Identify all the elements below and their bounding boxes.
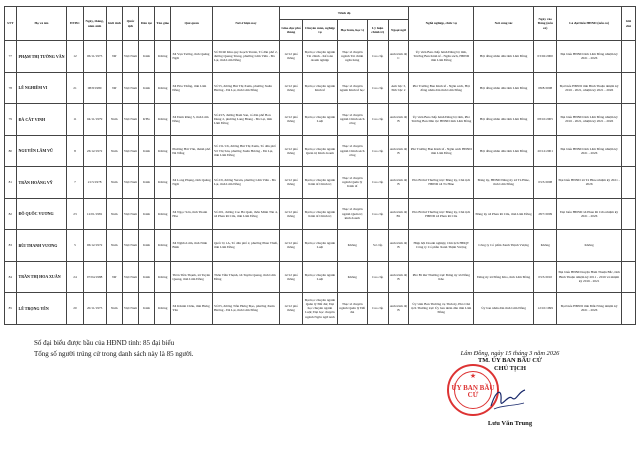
cell-name: TRẦN THỊ HOA XUÂN	[16, 261, 67, 293]
cell-gender: Nam	[106, 293, 122, 325]
cell-degree: Thạc sĩ chuyên ngành Quản lý Kinh tế	[337, 167, 367, 199]
cell-language: Anh trình độ B	[388, 135, 409, 167]
cell-hometown: Phường Hải Vân, thành phố Đà Nẵng	[171, 135, 213, 167]
cell-name: BÙI THANH VƯƠNG	[16, 230, 67, 262]
sign-date: Lâm Đồng, ngày 15 tháng 3 năm 2026	[460, 350, 560, 357]
cell-note	[621, 198, 635, 230]
cell-ethnicity: Kinh	[139, 261, 155, 293]
cell-politics: Cao cấp	[367, 198, 388, 230]
footer-delegate-count: Số đại biểu được bầu của HĐND tỉnh: 85 đại biểu	[34, 339, 175, 347]
cell-party: Không	[534, 230, 557, 262]
cell-degree: Thạc sĩ chuyên ngành Quản trị kinh doanh	[337, 198, 367, 230]
cell-dob: 06/11/1975	[83, 41, 106, 73]
cell-ethnicity: Kinh	[139, 135, 155, 167]
cell-degree: Thạc sĩ chuyên ngành Quản lý Đất đai	[337, 293, 367, 325]
cell-occupation: Phó Bí thư Thường trực Đảng ủy, Chủ tịch HĐND xã Phan Rí Cửa	[409, 198, 474, 230]
table-row	[5, 41, 636, 73]
cell-language: Anh trình độ B1	[388, 198, 409, 230]
header-note: Ghi chú	[621, 7, 635, 41]
cell-name: TRẦN HOÀNG VỸ	[16, 167, 67, 199]
table-body	[5, 41, 636, 325]
cell-residence: Số 43/5, đường Đam San, tổ dân phố Bon Dung 2, phường Lang Biang - Đà Lạt, tỉnh Lâm Đồng	[212, 104, 279, 136]
cell-specialty: Đại học chuyên ngành Tài chính - Kế toán doanh nghiệp	[303, 41, 338, 73]
cell-residence: Quốc lộ 1A, Tổ dân phố 2, phường Phan Thiết, tỉnh Lâm Đồng	[212, 230, 279, 262]
cell-stt: 78	[5, 72, 17, 104]
cell-religion: Không	[155, 167, 171, 199]
cell-nationality: Việt Nam	[122, 72, 138, 104]
cell-nationality: Việt Nam	[122, 198, 138, 230]
header-delegate: Là đại biểu HĐND (nếu có)	[557, 7, 622, 41]
cell-workplace: Hội đồng nhân dân tỉnh Lâm Đồng	[474, 72, 534, 104]
table-row	[5, 135, 636, 167]
cell-stt: 80	[5, 135, 17, 167]
cell-degree: Thạc sĩ chuyên ngành Chính sách công	[337, 104, 367, 136]
header-residence: Nơi ở hiện nay	[212, 7, 279, 41]
cell-occupation: Phó Bí thư Thường trực Đảng ủy, Chủ tịch HĐND xã Tà Hine	[409, 167, 474, 199]
cell-religion: Không	[155, 198, 171, 230]
cell-sbd: 21	[67, 72, 83, 104]
cell-religion: Không	[155, 261, 171, 293]
cell-ethnicity: K'Ho	[139, 104, 155, 136]
cell-religion: Không	[155, 230, 171, 262]
cell-delegate: Đại biểu HĐND tỉnh Bình Thuận nhiệm kỳ 2016 - 2021, nhiệm kỳ 2021 - 2026	[557, 72, 622, 104]
header-sbd: ĐVBC	[67, 7, 83, 41]
cell-nationality: Việt Nam	[122, 41, 138, 73]
cell-education: 12/12 phổ thông	[279, 293, 302, 325]
cell-ethnicity: Kinh	[139, 230, 155, 262]
cell-hometown: Thôn Tiền Thạnh, xã Tuyên Quang, tỉnh Lâm Đồng	[171, 261, 213, 293]
cell-note	[621, 293, 635, 325]
cell-dob: 07/04/1988	[83, 261, 106, 293]
sign-title-1: TM. ỦY BAN BẦU CỬ	[478, 357, 542, 364]
cell-name: ĐỖ QUỐC VƯƠNG	[16, 198, 67, 230]
signer-name: Lưu Văn Trung	[487, 420, 533, 427]
header-education-group: Trình độ	[279, 7, 408, 20]
cell-sbd: 8	[67, 135, 83, 167]
cell-language: Anh trình độ C	[388, 41, 409, 73]
cell-politics: Cao cấp	[367, 72, 388, 104]
header-name: Họ và tên	[16, 7, 67, 41]
cell-gender: Nữ	[106, 72, 122, 104]
cell-nationality: Việt Nam	[122, 293, 138, 325]
cell-sbd: 20	[67, 293, 83, 325]
cell-ethnicity: Kinh	[139, 293, 155, 325]
signature-block	[420, 350, 600, 374]
cell-gender: Nam	[106, 230, 122, 262]
cell-education: 12/12 phổ thông	[279, 72, 302, 104]
cell-dob: 26/12/1972	[83, 135, 106, 167]
cell-language: Anh trình độ B	[388, 104, 409, 136]
cell-specialty: Đại học chuyên ngành Quản lý Đất đai; Đại học chuyên ngành Luật; Đại học chuyên ngành Ngôn ngữ Anh	[303, 293, 338, 325]
header-stt: STT	[5, 7, 17, 41]
cell-name: NGUYỄN LÂM VŨ	[16, 135, 67, 167]
cell-stt: 83	[5, 230, 17, 262]
cell-ethnicity: Kinh	[139, 198, 155, 230]
seal-star-icon: ★	[469, 372, 477, 380]
cell-degree: Không	[337, 230, 367, 262]
header-gender: Giới tính	[106, 7, 122, 41]
header-ethnicity: Dân tộc	[139, 7, 155, 41]
cell-dob: 04/11/1979	[83, 104, 106, 136]
cell-delegate: Đại biểu HĐND huyện Hàm Thuận Bắc, tỉnh Bình Thuận nhiệm kỳ 2011 - 2016 và nhiệm kỳ 2016 - 2021	[557, 261, 622, 293]
cell-party: 28/7/2009	[534, 198, 557, 230]
table-row	[5, 72, 636, 104]
header-language: Ngoại ngữ	[388, 20, 409, 41]
cell-party: 20/12/2001	[534, 135, 557, 167]
cell-note	[621, 41, 635, 73]
cell-sbd: 23	[67, 198, 83, 230]
cell-dob: 06/12/1972	[83, 230, 106, 262]
cell-sbd: 24	[67, 261, 83, 293]
cell-party: 03/3/2008	[534, 167, 557, 199]
cell-name: ĐÀ CẮT VINH	[16, 104, 67, 136]
cell-delegate: Đại biểu HĐND tỉnh Lâm Đồng nhiệm kỳ 2021 - 2026	[557, 41, 622, 73]
cell-dob: 20/11/1975	[83, 293, 106, 325]
table-row	[5, 167, 636, 199]
cell-delegate: Đại biểu HĐND xã Tà Hine nhiệm kỳ 2021 - 2026	[557, 167, 622, 199]
cell-name: PHẠM THỊ TƯỜNG VÂN	[16, 41, 67, 73]
cell-specialty: Đại học chuyên ngành Kinh tế Chính trị	[303, 198, 338, 230]
cell-sbd: 11	[67, 104, 83, 136]
cell-politics: Sơ cấp	[367, 230, 388, 262]
cell-education: 12/12 phổ thông	[279, 104, 302, 136]
cell-politics: Cao cấp	[367, 104, 388, 136]
cell-degree: Thạc sĩ chuyên ngành Kinh tế học	[337, 72, 367, 104]
cell-party: 08/10/2005	[534, 104, 557, 136]
cell-hometown: Xã Vạn Tường, tỉnh Quảng Ngãi	[171, 41, 213, 73]
cell-stt: 85	[5, 293, 17, 325]
cell-specialty: Đại học chuyên ngành Luật	[303, 261, 338, 293]
cell-specialty: Đại học chuyên ngành Quản trị Kinh doanh	[303, 135, 338, 167]
header-politics: Lý luận chính trị	[367, 20, 388, 41]
cell-workplace: Công ty Cổ phần Xanh Thịnh Vượng	[474, 230, 534, 262]
cell-religion: Không	[155, 41, 171, 73]
cell-politics: Cao cấp	[367, 167, 388, 199]
table-row	[5, 293, 636, 325]
cell-language: Anh bậc 3, Đức bậc 2	[388, 72, 409, 104]
cell-party: 08/8/2008	[534, 72, 557, 104]
cell-hometown: Xã Khánh Châu, tỉnh Hưng Yên	[171, 293, 213, 325]
cell-language: Anh trình độ B	[388, 230, 409, 262]
table-row	[5, 261, 636, 293]
cell-sbd: 7	[67, 167, 83, 199]
cell-religion: Không	[155, 135, 171, 167]
cell-party: 03/02/2000	[534, 41, 557, 73]
cell-nationality: Việt Nam	[122, 104, 138, 136]
cell-workplace: Đảng ủy xã Đồng Kho, tỉnh Lâm Đồng	[474, 261, 534, 293]
cell-dob: 08/8/1980	[83, 72, 106, 104]
header-specialty: Chuyên môn, nghiệp vụ	[303, 20, 338, 41]
header-religion: Tôn giáo	[155, 7, 171, 41]
cell-nationality: Việt Nam	[122, 230, 138, 262]
cell-residence: Số 05, đường Trần Hưng Đạo, phường Xuân Hương - Đà Lạt, tỉnh Lâm Đồng	[212, 293, 279, 325]
cell-ethnicity: Kinh	[139, 41, 155, 73]
header-workplace: Nơi công tác	[474, 7, 534, 41]
header-occupation: Nghề nghiệp, chức vụ	[409, 7, 474, 41]
cell-occupation: Ủy viên Ban chấp hành Đảng bộ tỉnh, Trưởng Ban Kinh tế - Ngân sách, HĐND tỉnh Lâm Đồng	[409, 41, 474, 73]
cell-occupation: Phó Trưởng Ban Kinh tế - Ngân sách, Hội đồng nhân dân tỉnh Lâm Đồng	[409, 72, 474, 104]
cell-hometown: Xã Hòa Thắng, tỉnh Lâm Đồng	[171, 72, 213, 104]
cell-hometown: Xã Ngọc Sơn, tỉnh Thanh Hóa	[171, 198, 213, 230]
cell-stt: 79	[5, 104, 17, 136]
cell-gender: Nam	[106, 104, 122, 136]
cell-delegate: Không	[557, 230, 622, 262]
cell-workplace: Ủy ban nhân dân tỉnh Lâm Đồng	[474, 293, 534, 325]
cell-workplace: Hội đồng nhân dân tỉnh Lâm Đồng	[474, 104, 534, 136]
footer-elected-total: Tổng số người trúng cử trong danh sách này là 85 người.	[34, 349, 194, 358]
cell-nationality: Việt Nam	[122, 261, 138, 293]
cell-workplace: Đảng ủy, HĐND Đảng ủy xã Tà Hine, tỉnh Lâm Đồng	[474, 167, 534, 199]
cell-sbd: 5	[67, 230, 83, 262]
header-education: Giáo dục phổ thông	[279, 20, 302, 41]
cell-dob: 12/01/1981	[83, 198, 106, 230]
cell-note	[621, 167, 635, 199]
cell-note	[621, 261, 635, 293]
cell-gender: Nữ	[106, 41, 122, 73]
cell-stt: 84	[5, 261, 17, 293]
cell-residence: Số 30/40 Khu quy hoạch Yersin, Tổ dân phố 2, đường Quang Trung, phường Lâm Viên - Đà Lạt, tỉnh Lâm Đồng	[212, 41, 279, 73]
cell-specialty: Đại học chuyên ngành Luật	[303, 230, 338, 262]
cell-religion: Không	[155, 104, 171, 136]
cell-politics: Cao cấp	[367, 293, 388, 325]
cell-occupation: Ủy viên Ban chấp hành Đảng bộ tỉnh, Phó Trưởng Ban Dân tộc HĐND tỉnh Lâm Đồng	[409, 104, 474, 136]
cell-party: 03/3/2010	[534, 261, 557, 293]
cell-gender: Nam	[106, 198, 122, 230]
cell-hometown: Xã Long Phụng, tỉnh Quảng Ngãi	[171, 167, 213, 199]
cell-name: LÊ TRỌNG YÊN	[16, 293, 67, 325]
cell-degree: Không	[337, 261, 367, 293]
table-row	[5, 198, 636, 230]
cell-residence: Thôn Tiền Thạnh, xã Tuyên Quang, tỉnh Lâm Đồng	[212, 261, 279, 293]
header-nationality: Quốc tịch	[122, 7, 138, 41]
seal-text: ỦY BAN BẦU CỬ	[451, 384, 495, 400]
cell-education: 12/12 phổ thông	[279, 167, 302, 199]
cell-politics: Cao cấp	[367, 135, 388, 167]
cell-education: 12/12 phổ thông	[279, 261, 302, 293]
cell-education: 12/12 phổ thông	[279, 41, 302, 73]
cell-note	[621, 104, 635, 136]
cell-occupation: Phó Bí thư Thường trực Đảng ủy xã Đồng Kho	[409, 261, 474, 293]
cell-gender: Nam	[106, 135, 122, 167]
cell-residence: Số 201, đường Cao Bá Quát, thôn Minh Tân 4, xã Phan Rí Cửa, tỉnh Lâm Đồng	[212, 198, 279, 230]
cell-party: 12/10/1999	[534, 293, 557, 325]
cell-workplace: Đảng ủy xã Phan Rí Cửa, tỉnh Lâm Đồng	[474, 198, 534, 230]
header-hometown: Quê quán	[171, 7, 213, 41]
table-row	[5, 104, 636, 136]
cell-language: Anh trình độ B	[388, 167, 409, 199]
cell-religion: Không	[155, 72, 171, 104]
cell-delegate: Đại biểu HĐND tỉnh Đắk Nông nhiệm kỳ 2021 - 2026	[557, 293, 622, 325]
cell-residence: Số 2/9, đường Yersin, phường Lâm Viên - Đà Lạt, tỉnh Lâm Đồng	[212, 167, 279, 199]
cell-residence: Số 55, đường Bùi Thị Xuân, phường Xuân Hương - Đà Lạt, tỉnh Lâm Đồng	[212, 72, 279, 104]
cell-degree: Thạc sĩ chuyên ngành Tài chính ngân hàng	[337, 41, 367, 73]
cell-education: 12/12 phổ thông	[279, 135, 302, 167]
cell-workplace: Hội đồng nhân dân tỉnh Lâm Đồng	[474, 41, 534, 73]
cell-education: 12/12 phổ thông	[279, 230, 302, 262]
header-degree: Học hàm, học vị	[337, 20, 367, 41]
cell-language: Anh trình độ B	[388, 261, 409, 293]
cell-specialty: Đại học chuyên ngành Kinh tế	[303, 72, 338, 104]
cell-residence: Số 131/1/6, đường Bùi Thị Xuân, Tổ dân phố Võ Thị Sáu, phường Xuân Hương - Đà Lạt, tỉnh Lâm Đồng	[212, 135, 279, 167]
handwritten-signature-icon	[488, 384, 528, 414]
cell-nationality: Việt Nam	[122, 167, 138, 199]
cell-ethnicity: Kinh	[139, 72, 155, 104]
footer-summary	[34, 338, 194, 360]
cell-hometown: Xã Nghĩa Lâm, tỉnh Ninh Bình	[171, 230, 213, 262]
cell-dob: 21/5/1978	[83, 167, 106, 199]
cell-note	[621, 135, 635, 167]
cell-nationality: Việt Nam	[122, 135, 138, 167]
cell-delegate: Đại biểu HĐND tỉnh Lâm Đồng nhiệm kỳ 2016 - 2021, nhiệm kỳ 2021 - 2026	[557, 104, 622, 136]
elected-delegates-table	[4, 6, 636, 325]
cell-politics: Cao cấp	[367, 261, 388, 293]
table-row	[5, 230, 636, 262]
cell-delegate: Đại biểu HĐND tỉnh Lâm Đồng nhiệm kỳ 2021 - 2026	[557, 135, 622, 167]
cell-name: LÊ NGHIÊM VI	[16, 72, 67, 104]
cell-ethnicity: Kinh	[139, 167, 155, 199]
header-party: Ngày vào Đảng (nếu có)	[534, 7, 557, 41]
header-dob: Ngày, tháng, năm sinh	[83, 7, 106, 41]
cell-occupation: Phó Trưởng Ban Kinh tế - Ngân sách HĐND tỉnh Lâm Đồng	[409, 135, 474, 167]
cell-specialty: Đại học chuyên ngành Kinh tế Chính trị	[303, 167, 338, 199]
cell-education: 12/12 phổ thông	[279, 198, 302, 230]
cell-gender: Nam	[106, 167, 122, 199]
cell-stt: 77	[5, 41, 17, 73]
cell-religion: Không	[155, 293, 171, 325]
cell-occupation: Hiệp hội Doanh nghiệp; Chủ tịch HĐQT Công ty Cổ phần Xanh Thịnh Vượng	[409, 230, 474, 262]
cell-language: Anh trình độ B	[388, 293, 409, 325]
cell-specialty: Đại học chuyên ngành Luật	[303, 104, 338, 136]
cell-note	[621, 230, 635, 262]
cell-hometown: Xã Đam Rông 3, tỉnh Lâm Đồng	[171, 104, 213, 136]
cell-workplace: Hội đồng nhân dân tỉnh Lâm Đồng	[474, 135, 534, 167]
cell-delegate: Đại biểu HĐND xã Phan Rí Cửa nhiệm kỳ 2021 - 2026	[557, 198, 622, 230]
cell-stt: 82	[5, 198, 17, 230]
cell-occupation: Ủy viên Ban Thường vụ Tỉnh ủy, Phó Chủ tịch Thường trực Ủy ban nhân dân tỉnh Lâm Đồng	[409, 293, 474, 325]
cell-sbd: 12	[67, 41, 83, 73]
cell-politics: Cao cấp	[367, 41, 388, 73]
cell-note	[621, 72, 635, 104]
sign-title-2: CHỦ TỊCH	[493, 365, 527, 373]
cell-degree: Thạc sĩ chuyên ngành Chính sách công	[337, 135, 367, 167]
cell-gender: Nữ	[106, 261, 122, 293]
cell-stt: 81	[5, 167, 17, 199]
